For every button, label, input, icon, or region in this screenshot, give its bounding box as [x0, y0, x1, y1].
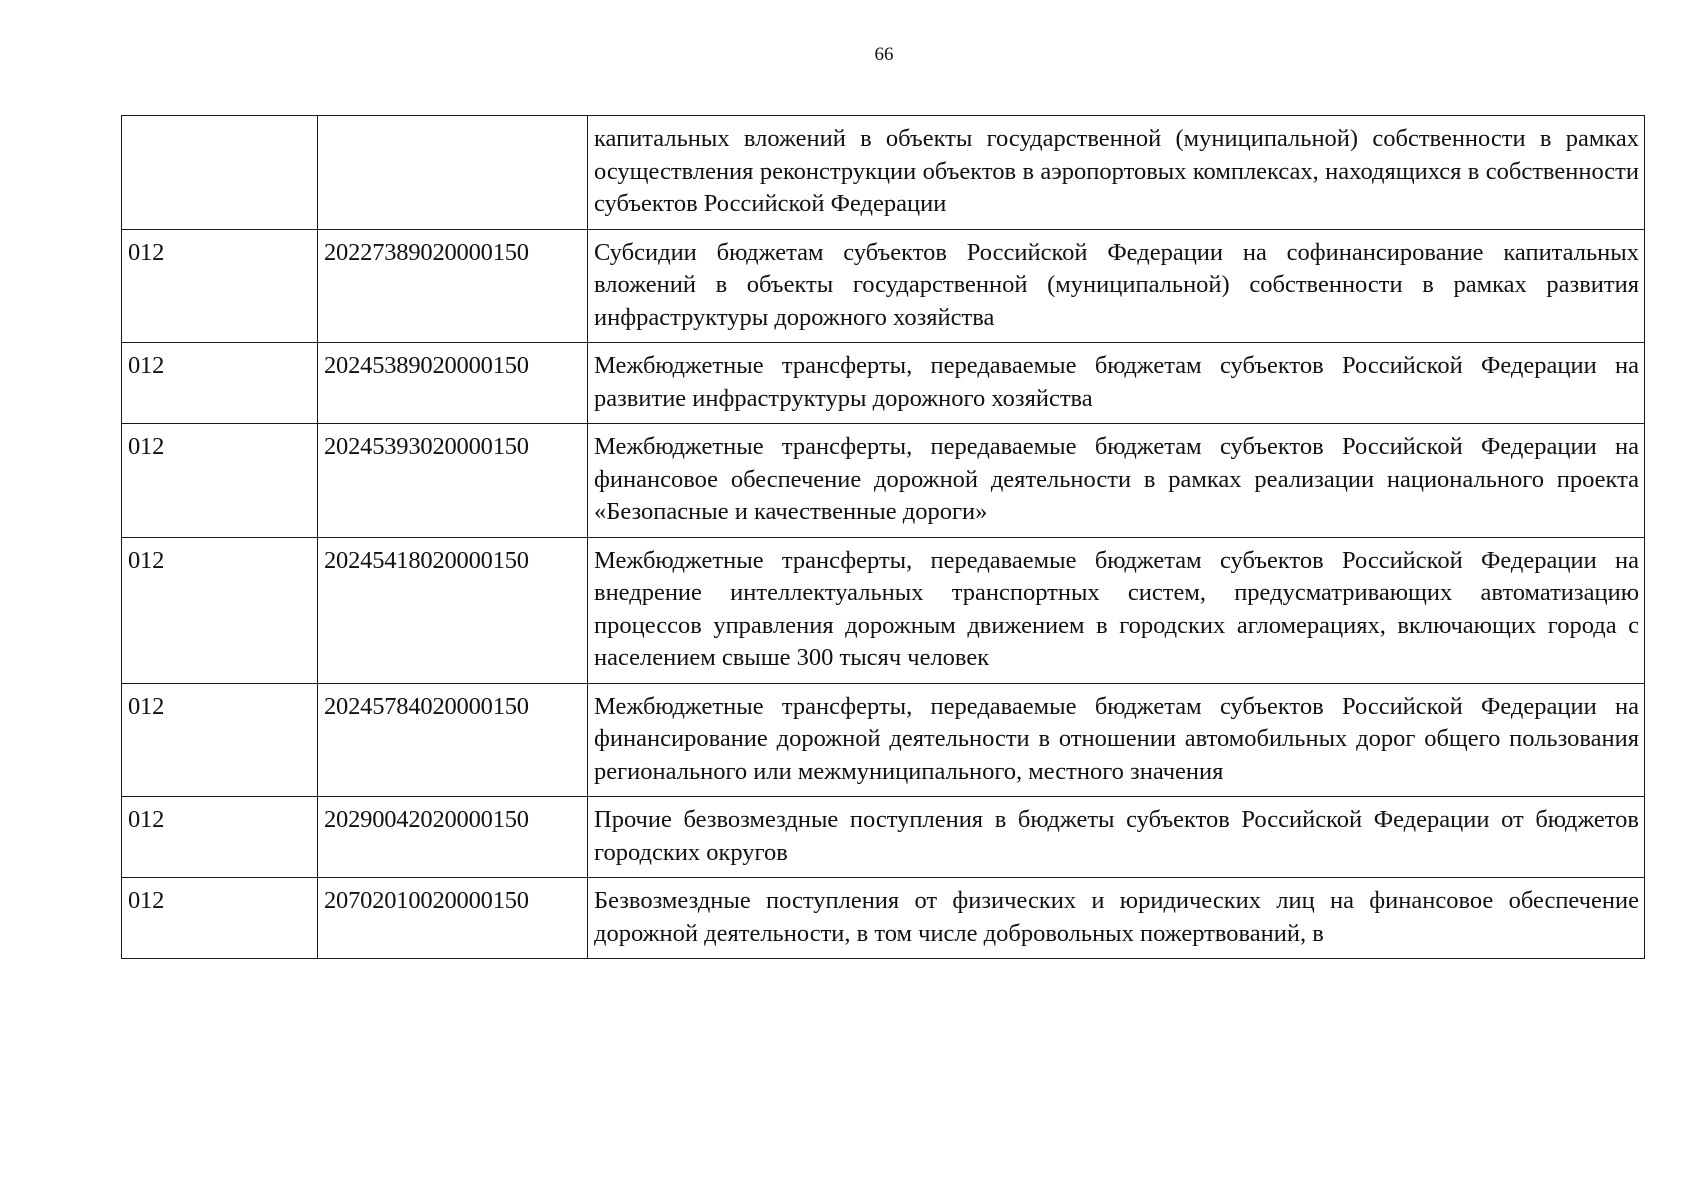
table-row [122, 878, 1645, 959]
description-cell: Межбюджетные трансферты, передаваемые бюджетам субъектов Российской Федерации на финансовое обеспечение дорожной деятельности в рамках реализации национального проекта «Безопасные и качественные дороги» [588, 424, 1645, 538]
description-cell: Прочие безвозмездные поступления в бюджеты субъектов Российской Федерации от бюджетов городских округов [588, 797, 1645, 878]
admin-code-cell: 012 [122, 683, 318, 797]
budget-code-cell: 20227389020000150 [318, 229, 588, 343]
table-row [122, 537, 1645, 683]
admin-code-cell: 012 [122, 424, 318, 538]
table-row [122, 343, 1645, 424]
admin-code-cell [122, 116, 318, 230]
admin-code-cell: 012 [122, 343, 318, 424]
table-row [122, 229, 1645, 343]
admin-code-cell: 012 [122, 797, 318, 878]
budget-code-cell: 20245393020000150 [318, 424, 588, 538]
table-row [122, 683, 1645, 797]
description-cell: Субсидии бюджетам субъектов Российской Федерации на софинансирование капитальных вложений в объекты государственной (муниципальной) собственности в рамках развития инфраструктуры дорожного хозяйства [588, 229, 1645, 343]
description-cell: Безвозмездные поступления от физических и юридических лиц на финансовое обеспечение дорожной деятельности, в том числе добровольных пожертвований, в [588, 878, 1645, 959]
description-cell: Межбюджетные трансферты, передаваемые бюджетам субъектов Российской Федерации на внедрение интеллектуальных транспортных систем, предусматривающих автоматизацию процессов управления дорожным движением в городских агломерациях, включающих города с населением свыше 300 тысяч человек [588, 537, 1645, 683]
description-cell: капитальных вложений в объекты государственной (муниципальной) собственности в рамках осуществления реконструкции объектов в аэропортовых комплексах, находящихся в собственности субъектов Российской Федерации [588, 116, 1645, 230]
budget-code-cell: 20245418020000150 [318, 537, 588, 683]
page-number: 66 [874, 44, 894, 65]
budget-code-cell: 20245389020000150 [318, 343, 588, 424]
admin-code-cell: 012 [122, 878, 318, 959]
description-cell: Межбюджетные трансферты, передаваемые бюджетам субъектов Российской Федерации на развитие инфраструктуры дорожного хозяйства [588, 343, 1645, 424]
description-cell: Межбюджетные трансферты, передаваемые бюджетам субъектов Российской Федерации на финансирование дорожной деятельности в отношении автомобильных дорог общего пользования регионального или межмуниципального, местного значения [588, 683, 1645, 797]
table-row [122, 116, 1645, 230]
budget-classification-table [121, 115, 1645, 959]
budget-code-cell: 20290042020000150 [318, 797, 588, 878]
table-row [122, 424, 1645, 538]
table-row [122, 797, 1645, 878]
budget-code-cell: 20245784020000150 [318, 683, 588, 797]
budget-code-cell: 20702010020000150 [318, 878, 588, 959]
budget-code-cell [318, 116, 588, 230]
admin-code-cell: 012 [122, 537, 318, 683]
admin-code-cell: 012 [122, 229, 318, 343]
